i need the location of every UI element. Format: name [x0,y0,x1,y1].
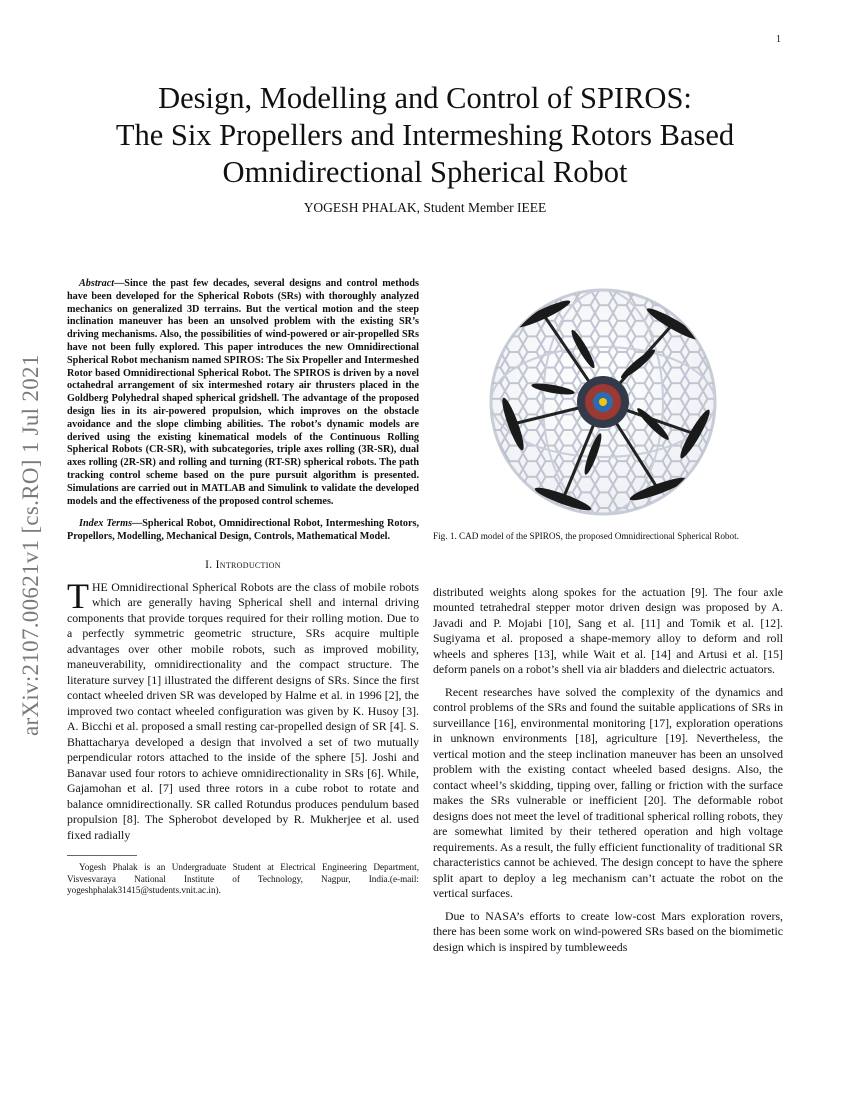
body-paragraph: Due to NASA’s efforts to create low-cost Mars exploration rovers, there has been some work on wind-powered SRs based on the biomimetic design which is inspired by tumbleweeds [433,908,783,954]
footnote-rule [67,855,137,856]
paper-title [60,80,790,191]
spiros-sphere-illustration [433,274,783,529]
body-paragraph: Recent researches have solved the complexity of the dynamics and control problems of the SRs and found the suitable applications of SRs in surveillance [16], environmental monitoring [17], exploration operations in unknown environments [18], agriculture [19]. Nevertheless, the vertical motion and the steep inclination maneuver has been an unsolved problem with the existing contact wheeled based designs. Also, the contact wheel’s skidding, tipping over, falling or friction with the surface makes the SRs vulnerable or inefficient [20]. The deformable robot designs does not meet the level of traditional spherical rolling robots, they are somewhat limited by their tethered operation and high voltage requirements. As a result, the fully efficient functionality of traditional SR characteristics cannot be achieved. The design concept to have the sphere split apart to deploy a leg mechanism can’t actuate the robot on the vertical surfaces. [433,684,783,900]
figure-spiros-cad [433,274,783,529]
introduction-paragraph [67,575,419,844]
title-line: Design, Modelling and Control of SPIROS: [158,81,692,115]
left-column [67,278,419,896]
abstract-label: Abstract [79,278,115,289]
index-terms-label: Index Terms [79,518,133,530]
title-line: The Six Propellers and Intermeshing Rotors Based [115,118,735,152]
title-line: Omnidirectional Spherical Robot [222,155,628,189]
body-paragraph: distributed weights along spokes for the actuation [9]. The four axle mounted tetrahedral stepper motor driven design was proposed by A. Javadi and P. Mojabi [10], Sang et al. [11] and Tomik et al. [12]. Sugiyama et al. proposed a shape-memory alloy to deform and roll wheels and spheres [13], while Wait et al. [14] and Artusi et al. [15] deform panels on a robot’s shell via air bladders and dielectric actuators. [433,584,783,676]
page-number: 1 [776,34,781,45]
drop-cap: T [67,575,89,616]
author-footnote: Yogesh Phalak is an Undergraduate Student at Electrical Engineering Department, Visvesvaraya National Institute of Technology, Nagpur, India.(e-mail: yogeshphalak31415@students.vnit.ac.in). [67,862,419,896]
arxiv-identifier-stamp: arXiv:2107.00621v1 [cs.RO] 1 Jul 2021 [18,354,43,736]
abstract [67,278,419,508]
author-line: YOGESH PHALAK, Student Member IEEE [303,200,547,215]
index-terms-text: —Spherical Robot, Omnidirectional Robot, Intermeshing Rotors, Propellors, Modelling, Mechanical Design, Controls, Mathematical Model. [67,518,419,543]
section-heading-introduction: I. Introduction [205,558,281,571]
right-column [433,278,783,955]
abstract-text: —Since the past few decades, several designs and control methods have been developed for the Spherical Robots (SRs) with thoroughly analyzed mechanics on generalized 3D terrains. But the vertical motion and the steep inclination maneuver has been an unsolved problem with the existing SR’s driving mechanisms. Also, the possibilities of wind-powered or air-propelled SRs have not been fully explored. This paper introduces the new Omnidirectional Spherical Robot mechanism named SPIROS: The Six Propeller and Intermeshed Rotor based Omnidirectional Spherical Robot. The SPIROS is driven by a novel octahedral arrangement of six intermeshed rotary air thrusters placed in the Goldberg Polyhedral shaped spherical gridshell. The advantage of the proposed design lies in its air-powered propulsion, which improves on the obstacle avoidance and the slope climbing abilities. The robot’s dynamic models are derived using the existing kinematical models of the Continuous Rolling Spherical Robots (CR-SR), with subcategories, triple axes rolling (3R-SR), dual axes rolling (2R-SR) and rolling and turning (RT-SR) spherical robots. The path tracking control scheme based on the pure pursuit algorithm is presented. Simulations are carried out in MATLAB and Simulink to validate the developed models and the effectiveness of the proposed control schemes. [67,278,419,507]
introduction-text: HE Omnidirectional Spherical Robots are the class of mobile robots which are generally having Spherical shell and internal driving components that provide torques required for their rolling motion. Due to a perfectly symmetric geometric structure, SRs acquire multiple advantages over other mobile robots, such as improved mobility, maneuverability, omnidirectionality and the compact structure. The literature survey [1] illustrated the different designs of SRs. Since the first contact wheeled driven SR was developed by Halme et al. in 1996 [2], the improved two contact wheeled configuration was given by K. Husoy [3]. A. Bicchi et al. proposed a small resting car-propelled design of SR [4]. S. Bhattacharya developed a design that involved a set of two mutually perpendicular rotors attached to the inside of the sphere [5]. Joshi and Banavar used four rotors to achieve omnidirectionality in SRs [6]. While, Gajamohan et al. [7] used three rotors in a cube robot to rotate and balance omnidirectionally. SR called Rotundus produces pendulum based propulsion [8]. The Spherobot developed by R. Mukherjee et al. used fixed radially [67,579,419,842]
index-terms [67,518,419,544]
figure-caption: Fig. 1. CAD model of the SPIROS, the proposed Omnidirectional Spherical Robot. [433,531,739,541]
